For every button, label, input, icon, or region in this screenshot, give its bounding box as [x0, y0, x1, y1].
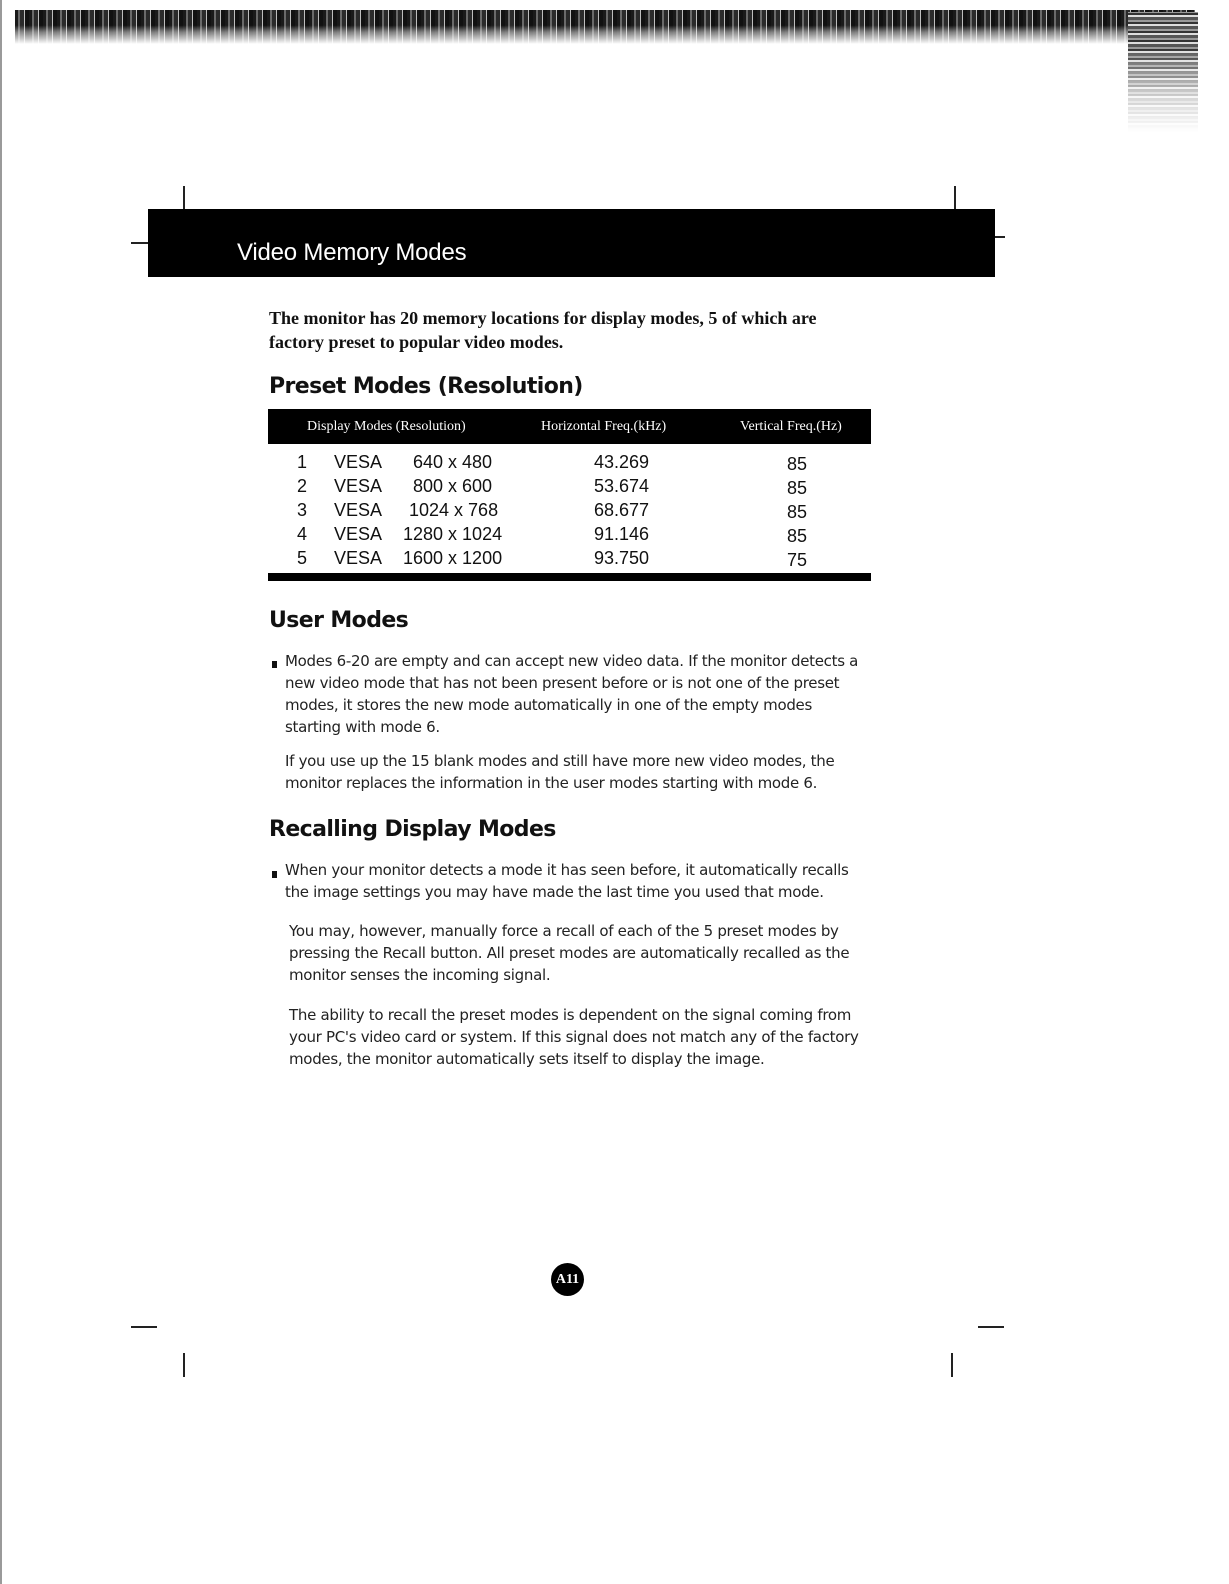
- page-number: A11: [555, 1271, 580, 1287]
- column-header: Display Modes (Resolution): [307, 419, 466, 434]
- recalling-paragraph-3: The ability to recall the preset modes is dependent on the signal coming from your PC's video card or system. If this signal does not match any of the factory modes, the monitor automatically sets itself to display the image.: [289, 1006, 859, 1068]
- user-modes-heading: User Modes: [269, 608, 409, 633]
- section-title-bar: [148, 209, 995, 277]
- table-row: [268, 474, 871, 498]
- mode-standard: VESA: [334, 476, 383, 496]
- crop-mark-bottom-left-h: [131, 1326, 157, 1328]
- crop-mark-top-right-v: [954, 186, 956, 210]
- mode-hfreq: 53.674: [594, 476, 650, 496]
- page-title: Video Memory Modes: [237, 239, 467, 266]
- mode-number: 4: [297, 524, 308, 544]
- table-bottom-rule: [268, 573, 871, 581]
- crop-mark-top-left-h: [131, 242, 149, 244]
- crop-mark-top-right-h: [995, 236, 1005, 238]
- mode-resolution: 1024 x 768: [409, 500, 499, 520]
- mode-vfreq: 85: [787, 526, 808, 546]
- bullet-icon: [272, 661, 277, 668]
- intro-text: The monitor has 20 memory locations for display modes, 5 of which are factory preset to popular video modes.: [269, 308, 817, 352]
- table-row: [268, 498, 871, 522]
- mode-hfreq: 93.750: [594, 548, 650, 568]
- mode-resolution: 800 x 600: [413, 476, 493, 496]
- scan-edge-corner: [1128, 12, 1198, 132]
- mode-resolution: 640 x 480: [413, 452, 493, 472]
- mode-vfreq: 75: [787, 550, 808, 570]
- mode-number: 3: [297, 500, 308, 520]
- table-row: [268, 450, 871, 474]
- table-header: [268, 409, 871, 444]
- recalling-heading: Recalling Display Modes: [269, 817, 556, 842]
- column-header: Horizontal Freq.(kHz): [541, 419, 667, 434]
- mode-standard: VESA: [334, 500, 383, 520]
- mode-hfreq: 91.146: [594, 524, 650, 544]
- mode-number: 1: [297, 452, 308, 472]
- mode-resolution: 1600 x 1200: [403, 548, 503, 568]
- mode-hfreq: 68.677: [594, 500, 650, 520]
- user-modes-paragraph-1: Modes 6-20 are empty and can accept new video data. If the monitor detects a new video mode that has not been present before or is not one of the preset modes, it stores the new mode automatically in one of the empty modes starting with mode 6.: [285, 652, 859, 736]
- recalling-paragraph-2: You may, however, manually force a recall of each of the 5 preset modes by pressing the Recall button. All preset modes are automatically recalled as the monitor senses the incoming signal.: [289, 922, 850, 984]
- user-modes-paragraph-2: If you use up the 15 blank modes and still have more new video modes, the monitor replaces the information in the user modes starting with mode 6.: [285, 752, 835, 792]
- page-left-edge: [0, 0, 2, 1584]
- mode-hfreq: 43.269: [594, 452, 650, 472]
- bullet-icon: [272, 871, 277, 878]
- mode-standard: VESA: [334, 524, 383, 544]
- mode-standard: VESA: [334, 452, 383, 472]
- column-header: Vertical Freq.(Hz): [740, 419, 842, 434]
- crop-mark-bottom-right-v: [951, 1353, 953, 1377]
- scan-edge-top: [15, 10, 1195, 44]
- mode-vfreq: 85: [787, 478, 808, 498]
- preset-modes-heading: Preset Modes (Resolution): [269, 374, 583, 399]
- mode-number: 5: [297, 548, 308, 568]
- crop-mark-top-left-v: [183, 186, 185, 210]
- mode-standard: VESA: [334, 548, 383, 568]
- mode-vfreq: 85: [787, 454, 808, 474]
- preset-modes-table: [268, 409, 871, 581]
- crop-mark-bottom-left-v: [183, 1353, 185, 1377]
- crop-mark-bottom-right-h: [978, 1326, 1004, 1328]
- mode-vfreq: 85: [787, 502, 808, 522]
- recalling-paragraph-1: When your monitor detects a mode it has seen before, it automatically recalls the image settings you may have made the last time you used that mode.: [285, 861, 849, 901]
- table-row: [268, 522, 871, 546]
- mode-number: 2: [297, 476, 308, 496]
- page-number-badge: [551, 1263, 584, 1296]
- mode-resolution: 1280 x 1024: [403, 524, 503, 544]
- table-row: [268, 546, 871, 570]
